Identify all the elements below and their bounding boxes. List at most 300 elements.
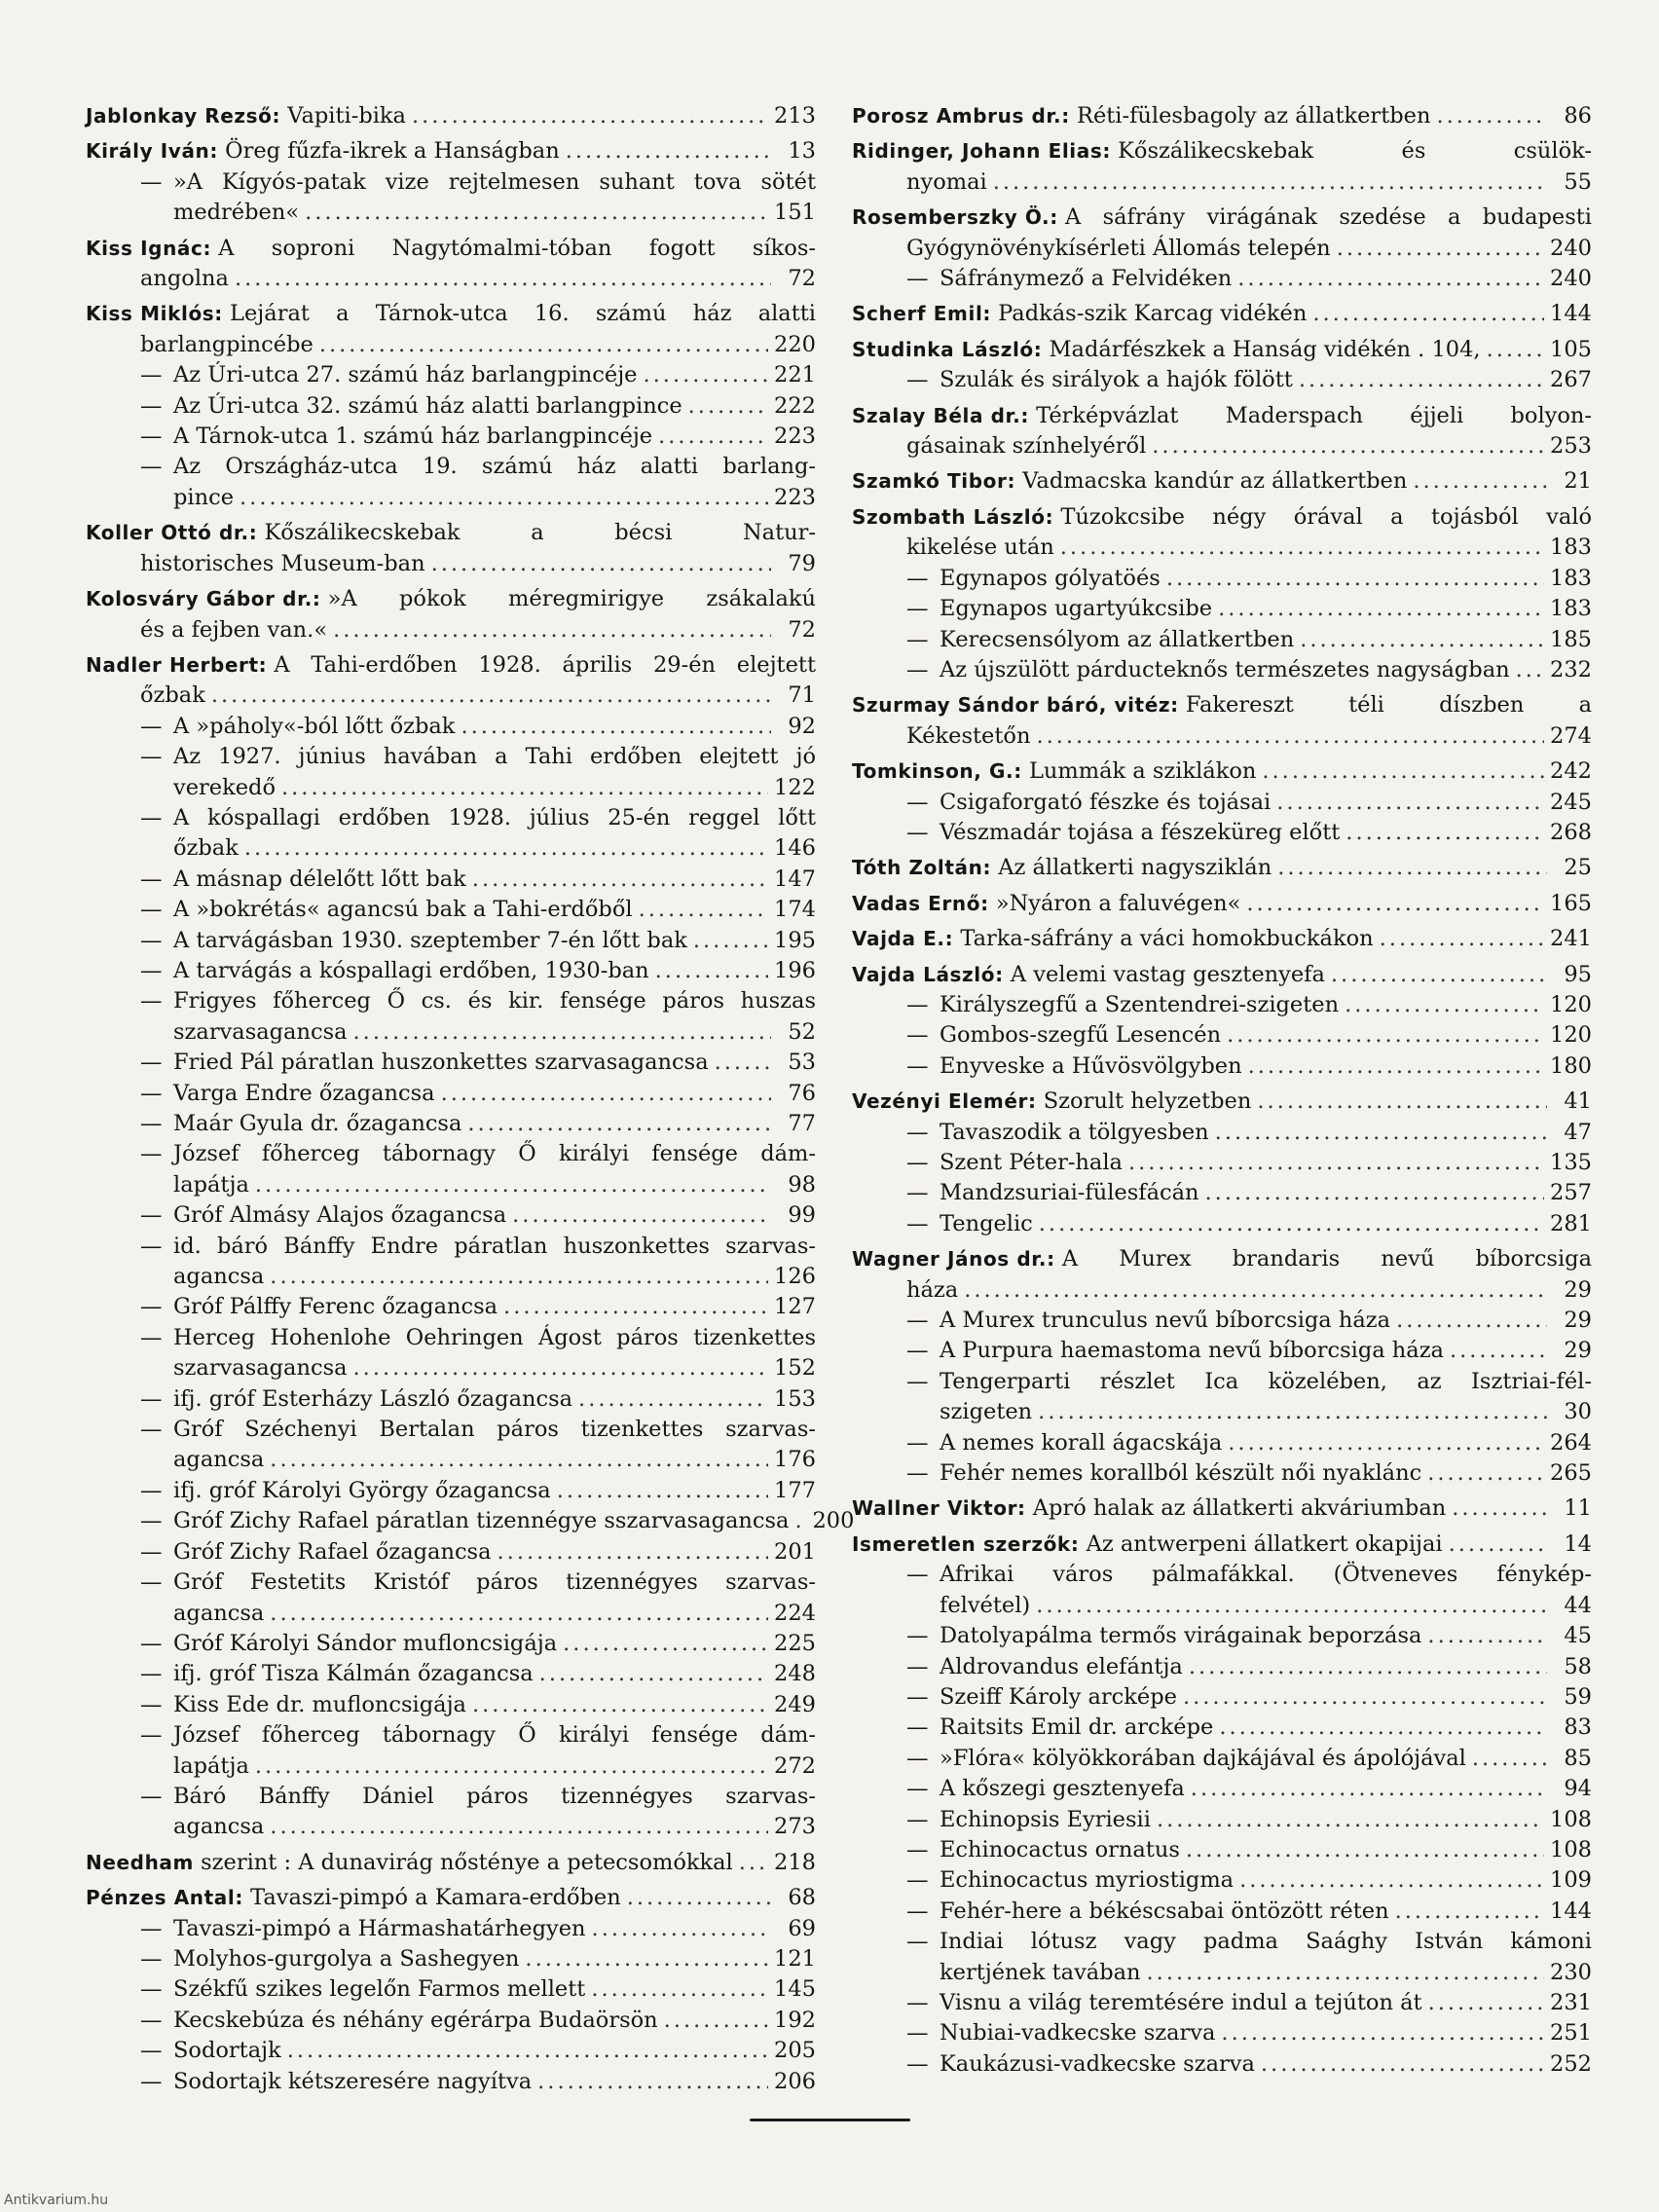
author-name: Király Iván: [86, 139, 218, 164]
dot-leader [270, 1599, 768, 1629]
entry-title: szigeten [940, 1399, 1033, 1425]
index-line [906, 2018, 1592, 2048]
index-line [86, 584, 816, 614]
sub-entry [86, 803, 816, 865]
index-line [906, 564, 1592, 594]
entry-title: »Nyáron a faluvégen« [995, 890, 1241, 916]
entry-title: agancsa [173, 1264, 265, 1290]
em-dash: — [140, 866, 163, 892]
sub-entry [852, 1020, 1592, 1051]
entry-title: A nemes korall ágacskája [940, 1429, 1223, 1456]
index-line [906, 1713, 1592, 1743]
em-dash: — [906, 1806, 929, 1832]
dot-leader [993, 167, 1547, 198]
sub-entry [86, 1292, 816, 1322]
sub-entry [86, 1974, 816, 2005]
em-dash: — [906, 1745, 929, 1771]
author-name: Ismeretlen szerzők: [852, 1531, 1080, 1556]
dot-leader [1039, 1209, 1544, 1239]
index-line [140, 1415, 816, 1445]
entry-title: Nubiai-vadkecske szarva [940, 2020, 1216, 2046]
dot-leader [525, 1944, 768, 1974]
em-dash: — [906, 1338, 929, 1364]
page-number: 108 [1550, 1836, 1592, 1862]
sub-entry [86, 742, 816, 803]
author-entry [86, 101, 816, 131]
author-entry [852, 136, 1592, 198]
index-line [852, 924, 1592, 954]
dot-leader [1227, 1020, 1544, 1051]
index-line [906, 1458, 1592, 1489]
page-number: 25 [1564, 855, 1592, 881]
dot-leader [591, 1974, 768, 2005]
entry-title: Herceg Hohenlohe Oehringen Ágost páros tizenkettes [173, 1324, 816, 1350]
em-dash: — [140, 1783, 163, 1809]
em-dash: — [140, 2068, 163, 2094]
index-line [140, 1751, 816, 1782]
dot-leader [1299, 365, 1544, 395]
entry-title: Az Országház-utca 19. számú ház alatti barlang- [173, 454, 816, 480]
dot-leader [1380, 924, 1544, 954]
sub-entry [852, 788, 1592, 818]
sub-entry [852, 1209, 1592, 1239]
sub-entry [86, 865, 816, 895]
page-number: 98 [788, 1171, 816, 1198]
em-dash: — [140, 1111, 163, 1136]
index-line [906, 2049, 1592, 2080]
index-line [906, 1397, 1592, 1427]
dot-leader [270, 1812, 768, 1842]
index-line [852, 136, 1592, 166]
sub-entry [852, 1178, 1592, 1208]
sub-entry [852, 1865, 1592, 1896]
sub-entry [86, 1567, 816, 1629]
index-line [852, 1530, 1592, 1560]
entry-title: Gróf Széchenyi Bertalan páros tizenkettes szarvas- [173, 1417, 816, 1443]
index-line [906, 1774, 1592, 1804]
index-line [852, 690, 1592, 720]
page-number: 53 [788, 1050, 816, 1076]
page-number: 273 [774, 1814, 816, 1840]
index-line [86, 136, 816, 166]
sub-entry [86, 712, 816, 742]
page-number: 152 [774, 1355, 816, 1382]
index-line [852, 1493, 1592, 1524]
entry-title: Gróf Zichy Rafael őzagancsa [173, 1538, 492, 1565]
dot-leader [1237, 264, 1544, 294]
dot-leader [1450, 1336, 1547, 1366]
em-dash: — [140, 2007, 163, 2033]
entry-title: Túzokcsibe négy órával a tojásból való [1060, 503, 1592, 530]
entry-title: Szent Péter-hala [940, 1150, 1123, 1175]
entry-title: barlangpincébe [140, 331, 313, 357]
entry-title: Gróf Almásy Alajos őzagancsa [173, 1202, 507, 1229]
entry-title: ifj. gróf Tisza Kálmán őzagancsa [173, 1661, 534, 1687]
dot-leader [319, 330, 768, 360]
entry-title: A kőszegi gesztenyefa [940, 1776, 1185, 1802]
sub-entry [852, 1805, 1592, 1835]
index-line [852, 299, 1592, 329]
dot-leader [353, 1353, 769, 1383]
author-entry [86, 234, 816, 295]
dot-leader [1345, 990, 1544, 1020]
sub-entry [86, 1629, 816, 1659]
entry-title: A »bokrétás« agancsú bak a Tahi-erdőből [173, 897, 633, 923]
page-number: 265 [1550, 1460, 1592, 1487]
em-dash: — [140, 1202, 163, 1229]
page-number: 213 [774, 103, 816, 129]
index-line [86, 615, 816, 645]
dot-leader [240, 483, 768, 513]
page-number: 45 [1564, 1623, 1592, 1649]
sub-entry [86, 1323, 816, 1384]
dot-leader [563, 1629, 768, 1659]
author-entry [852, 203, 1592, 294]
author-name: Nadler Herbert: [86, 652, 268, 677]
index-line [140, 1323, 816, 1353]
author-entry [852, 1087, 1592, 1239]
author-entry [86, 136, 816, 228]
sub-entry [852, 1428, 1592, 1458]
entry-title: A Tárnok-utca 1. számú ház barlangpincéje [173, 424, 653, 450]
index-line [852, 756, 1592, 787]
index-line [140, 1659, 816, 1689]
index-line [852, 853, 1592, 883]
em-dash: — [906, 1898, 929, 1924]
page-number: 151 [774, 200, 816, 226]
entry-title: Kaukázusi-vadkecske szarva [940, 2050, 1255, 2077]
index-line [140, 1476, 816, 1506]
dot-leader [693, 926, 768, 956]
page-number: 274 [1550, 722, 1592, 749]
index-line [140, 2006, 816, 2036]
dot-leader [688, 391, 768, 422]
index-line [906, 1560, 1592, 1590]
sub-entry [86, 1720, 816, 1782]
entry-title: Afrikai város pálmafákkal. (Ötveneves fénykép- [940, 1562, 1592, 1588]
entry-title: Kőszálikecskebak és csülök- [1118, 138, 1592, 165]
sub-entry [86, 1109, 816, 1139]
entry-title: A tarvágás a kóspallagi erdőben, 1930-ban [173, 957, 649, 983]
index-line [86, 1848, 816, 1878]
index-line [852, 431, 1592, 461]
dot-leader [658, 422, 768, 452]
em-dash: — [906, 1562, 929, 1588]
entry-title: Molyhos-gurgolya a Sashegyen [173, 1945, 520, 1972]
index-line [140, 833, 816, 864]
author-entry [852, 756, 1592, 848]
page-number: 95 [1564, 961, 1592, 987]
em-dash: — [140, 804, 163, 830]
entry-title: A kóspallagi erdőben 1928. július 25-én reggel lőtt [173, 804, 816, 830]
dot-leader [566, 136, 771, 166]
page-number: 69 [788, 1915, 816, 1941]
entry-title: Mandzsuriai-fülesfácán [940, 1180, 1199, 1206]
em-dash: — [140, 957, 163, 983]
dot-leader [255, 1751, 768, 1782]
em-dash: — [140, 1691, 163, 1717]
index-line [140, 2036, 816, 2066]
sub-entry [86, 1537, 816, 1567]
index-line [140, 1109, 816, 1139]
sub-entry [86, 926, 816, 956]
em-dash: — [140, 1976, 163, 2003]
entry-title: és a fejben van.« [140, 616, 328, 643]
index-line [140, 391, 816, 422]
entry-title: Madárfészkek a Hanság vidékén . 104, [1049, 336, 1481, 362]
page-number: 29 [1564, 1308, 1592, 1334]
sub-entry [86, 360, 816, 390]
author-name: Pénzes Antal: [86, 1886, 243, 1910]
em-dash: — [140, 1385, 163, 1412]
author-name: Rosemberszky Ö.: [852, 205, 1058, 230]
entry-title: A Murex brandaris nevű bíborcsiga [1061, 1246, 1592, 1272]
dot-leader [270, 1262, 768, 1292]
index-line [852, 533, 1592, 563]
index-line [906, 1927, 1592, 1957]
em-dash: — [906, 1714, 929, 1741]
entry-title: szarvasagancsa [173, 1018, 348, 1045]
index-line [140, 1079, 816, 1109]
author-entry [852, 960, 1592, 1083]
sub-entry [852, 990, 1592, 1020]
em-dash: — [906, 266, 929, 292]
entry-title: Vapiti-bika [287, 103, 406, 129]
entry-title: lapátja [173, 1171, 249, 1198]
index-line [852, 466, 1592, 497]
index-line [140, 1048, 816, 1078]
dot-leader [1331, 960, 1547, 990]
author-entry [86, 518, 816, 579]
page-number: 77 [788, 1111, 816, 1136]
em-dash: — [906, 565, 929, 591]
sub-entry [852, 1682, 1592, 1713]
dot-leader [503, 1292, 768, 1322]
dot-leader [1166, 564, 1544, 594]
entry-title: ifj. gróf Károlyi György őzagancsa [173, 1477, 551, 1503]
index-line [140, 1944, 816, 1974]
entry-title: József főherceg tábornagy Ő királyi fensége dám- [173, 1722, 816, 1749]
author-name: Koller Ottó dr.: [86, 521, 258, 545]
dot-leader [794, 1506, 806, 1536]
page-number: 176 [774, 1447, 816, 1473]
index-line [140, 1974, 816, 2005]
page-number: 248 [774, 1661, 816, 1687]
page-number: 11 [1564, 1495, 1592, 1522]
sub-entry [852, 1713, 1592, 1743]
entry-title: Szorult helyzetben [1043, 1088, 1252, 1115]
index-line [140, 1914, 816, 1944]
sub-entry [86, 1415, 816, 1476]
author-entry [86, 584, 816, 645]
dot-leader [1487, 335, 1544, 365]
dot-leader [1205, 1178, 1545, 1208]
entry-title: Vadmacska kandúr az állatkertben [1022, 468, 1408, 495]
dot-leader [498, 1537, 769, 1567]
page-number: 145 [774, 1976, 816, 2003]
page-number: 222 [774, 392, 816, 419]
entry-title: Az Úri-utca 27. számú ház barlangpincéje [173, 362, 638, 388]
index-line [140, 198, 816, 228]
dot-leader [715, 1048, 771, 1078]
page-number: 245 [1550, 789, 1592, 815]
index-line [140, 956, 816, 986]
dot-leader [1191, 1774, 1547, 1804]
page-number: 86 [1564, 103, 1592, 129]
page-number: 240 [1550, 266, 1592, 292]
page-number: 76 [788, 1080, 816, 1106]
sub-entry [86, 2067, 816, 2097]
em-dash: — [906, 1776, 929, 1802]
index-line [140, 483, 816, 513]
entry-title: A sáfrány virágának szedése a budapesti [1064, 204, 1592, 231]
entry-title: A másnap délelőtt lőtt bak [173, 866, 466, 892]
entry-title: Enyveske a Hűvösvölgyben [940, 1052, 1242, 1079]
entry-title: Tengelic [940, 1210, 1033, 1236]
sub-entry [852, 818, 1592, 848]
page-number: 183 [1550, 596, 1592, 622]
dot-leader [1060, 533, 1544, 563]
entry-title: Maár Gyula dr. őzagancsa [173, 1111, 462, 1136]
entry-title: medrében« [173, 200, 300, 226]
entry-title: Kerecsensólyom az állatkertben [940, 626, 1295, 652]
em-dash: — [906, 991, 929, 1017]
em-dash: — [906, 1623, 929, 1649]
sub-entry [852, 1621, 1592, 1651]
em-dash: — [906, 789, 929, 815]
page-number: 127 [774, 1294, 816, 1320]
page-number: 231 [1550, 1989, 1592, 2015]
author-name: Tomkinson, G.: [852, 759, 1022, 784]
entry-title: Királyszegfű a Szentendrei-szigeten [940, 991, 1340, 1017]
page-number: 272 [774, 1752, 816, 1779]
entry-title: Csigaforgató fészke és tojásai [940, 789, 1272, 815]
index-line [852, 401, 1592, 431]
dot-leader [1215, 1118, 1547, 1148]
entry-title: Tavaszi-pimpó a Kamara-erdőben [250, 1885, 621, 1911]
index-line [906, 1428, 1592, 1458]
index-line [852, 101, 1592, 131]
entry-title: Indiai lótusz vagy padma Saághy István kámoni [940, 1929, 1592, 1955]
index-line [140, 1170, 816, 1200]
em-dash: — [906, 1022, 929, 1049]
index-line [906, 1958, 1592, 1988]
author-entry [852, 502, 1592, 685]
index-line [140, 2067, 816, 2097]
page-number: 253 [1550, 433, 1592, 460]
sub-entry [852, 1744, 1592, 1774]
page-number: 267 [1550, 367, 1592, 393]
page-number: 241 [1550, 926, 1592, 952]
dot-leader [557, 1476, 768, 1506]
entry-title: Báró Bánffy Dániel páros tizennégyes szarvas- [173, 1783, 816, 1809]
index-line [140, 1629, 816, 1659]
index-line [140, 360, 816, 390]
em-dash: — [906, 819, 929, 845]
entry-title: Gróf Károlyi Sándor mufloncsigája [173, 1630, 558, 1656]
page-number: 240 [1550, 235, 1592, 261]
author-name: Porosz Ambrus dr.: [852, 104, 1070, 128]
entry-title: Székfű szikes legelőn Farmos mellett [173, 1976, 586, 2003]
page-number: 201 [774, 1538, 816, 1565]
page-number: 268 [1550, 819, 1592, 845]
index-line [86, 299, 816, 329]
index-line [852, 234, 1592, 264]
page-number: 121 [774, 1945, 816, 1972]
index-line [140, 1139, 816, 1169]
page-number: 242 [1550, 758, 1592, 785]
entry-title: Tavaszi-pimpó a Hármashatárhegyen [173, 1915, 586, 1941]
sub-entry [86, 1232, 816, 1293]
dot-leader [281, 773, 768, 803]
page-number: 144 [1550, 301, 1592, 327]
sub-entry [852, 1148, 1592, 1178]
page-number: 122 [774, 774, 816, 800]
index-line [140, 742, 816, 772]
em-dash: — [140, 1630, 163, 1656]
entry-title: Kőszálikecskebak a bécsi Natur- [264, 520, 816, 546]
page-number: 225 [774, 1630, 816, 1656]
entry-title: Az antwerpeni állatkert okapijai [1086, 1530, 1443, 1557]
page-number: 44 [1564, 1592, 1592, 1618]
author-name: Szombath László: [852, 504, 1054, 529]
entry-title: agancsa [173, 1814, 265, 1840]
page-number: 257 [1550, 1180, 1592, 1206]
dot-leader [1147, 1958, 1545, 1988]
entry-title: Gróf Pálffy Ferenc őzagancsa [173, 1294, 498, 1320]
dot-leader [472, 865, 768, 895]
em-dash: — [140, 927, 163, 953]
index-line [86, 1883, 816, 1913]
page-number: 251 [1550, 2020, 1592, 2046]
author-entry [852, 1244, 1592, 1489]
index-line [86, 101, 816, 131]
sub-entry [852, 1458, 1592, 1489]
author-entry [852, 466, 1592, 497]
dot-leader [664, 2006, 768, 2036]
em-dash: — [906, 1119, 929, 1145]
entry-title: Gombos-szegfű Lesencén [940, 1022, 1222, 1049]
page-number: 14 [1564, 1530, 1592, 1557]
page-number: 146 [774, 835, 816, 862]
entry-title: Réti-fülesbagoly az állatkertben [1077, 103, 1431, 129]
entry-title: Datolyapálma termős virágainak beporzása [940, 1623, 1422, 1649]
index-line [906, 1865, 1592, 1896]
page-number: 120 [1550, 1022, 1592, 1049]
em-dash: — [906, 1429, 929, 1456]
sub-entry [86, 956, 816, 986]
entry-title: Kecskebúza és néhány egérárpa Budaörsön [173, 2007, 658, 2033]
author-entry [852, 889, 1592, 919]
entry-title: agancsa [173, 1447, 265, 1473]
index-line [906, 1148, 1592, 1178]
index-line [140, 1292, 816, 1322]
entry-title: kikelése után [906, 535, 1054, 561]
dot-leader [441, 1079, 771, 1109]
sub-entry [852, 1051, 1592, 1082]
author-name: Vadas Ernő: [852, 891, 989, 915]
em-dash: — [906, 1460, 929, 1487]
author-name: Kiss Miklós: [86, 302, 223, 326]
page-number: 41 [1564, 1088, 1592, 1115]
entry-title: Szeiff Károly arcképe [940, 1683, 1177, 1710]
author-entry [852, 924, 1592, 954]
author-entry [852, 299, 1592, 329]
entry-title: Szulák és sirályok a hajók fölött [940, 367, 1293, 393]
index-line [906, 1178, 1592, 1208]
sub-entry [852, 655, 1592, 685]
entry-title: A Purpura haemastoma nevű bíborcsiga háza [940, 1338, 1444, 1364]
